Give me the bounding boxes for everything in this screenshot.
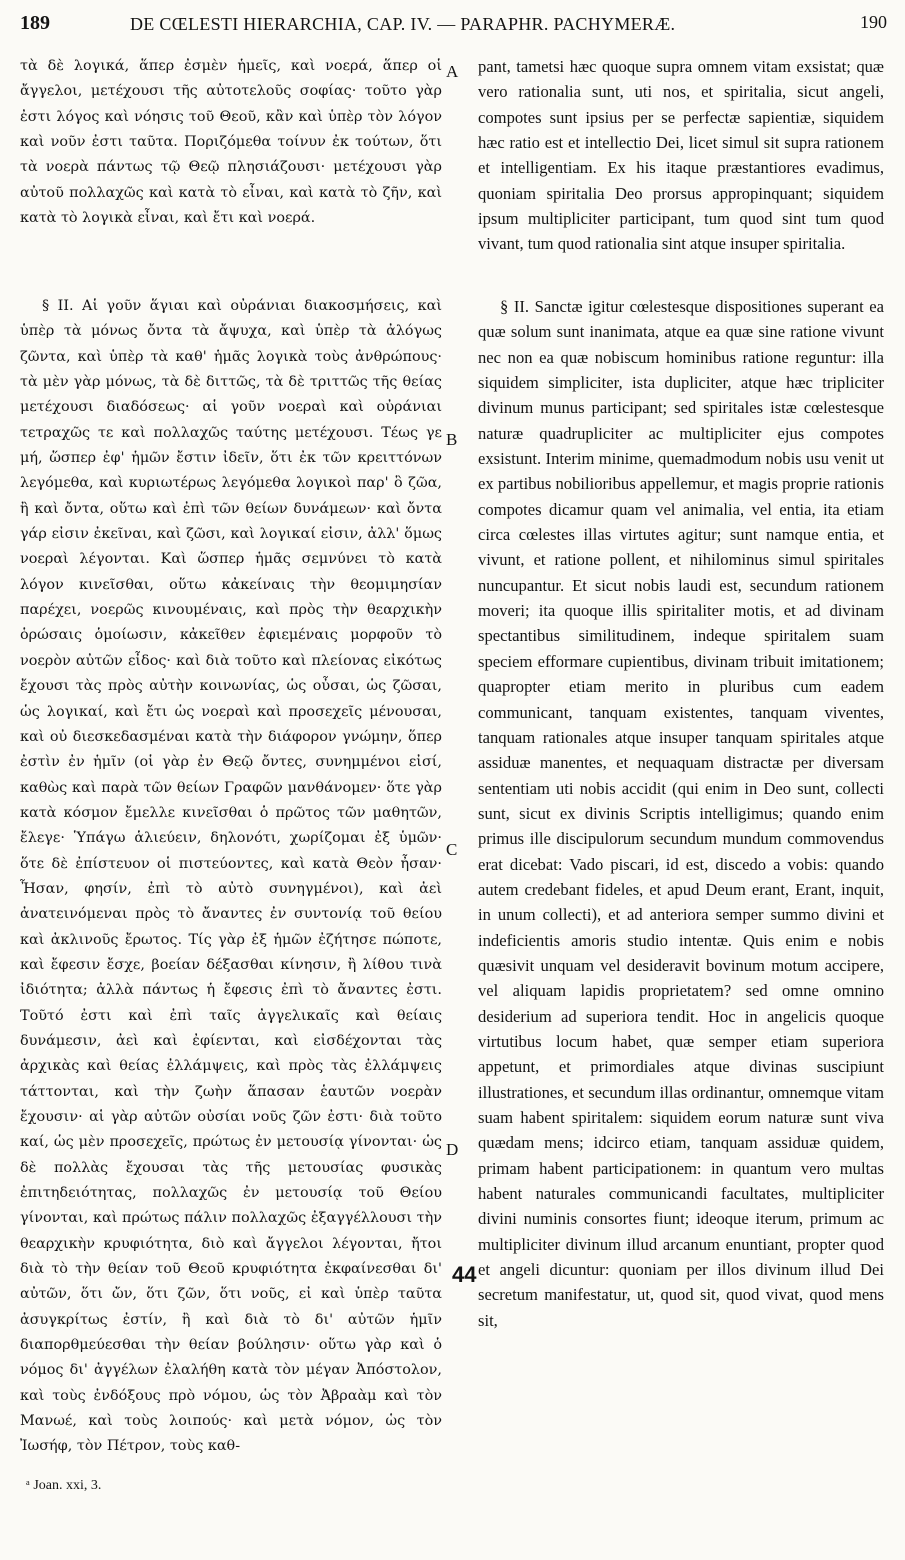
running-header: [20, 8, 893, 38]
page-number-right: 190: [860, 12, 887, 32]
margin-letter-a: A: [446, 62, 459, 81]
margin-letter-b: B: [446, 430, 458, 449]
running-title: DE CŒLESTI HIERARCHIA, CAP. IV. — PARAPHR. PACHYMERÆ.: [130, 14, 676, 34]
greek-column: [20, 54, 442, 1455]
latin-text-1: pant, tametsi hæc quoque supra omnem vitam exsistat; quæ vero rationalia sunt, uti nos, et spiritalia, sicut angeli, compotes sunt ipsius per se perfectæ sapientiæ, siquidem hæc ratio est et intellectio Dei, licet simul sit supra rationem et intelligentiam. Ex his itaque præstantiores evadimus, quoniam spiritalia Deo prorsus appropinquant; siquidem ipsum multipliciter participant, tum quod sint tum quod vivant, tum quod rationalia sint atque insuper spiritalia.: [478, 57, 884, 254]
greek-paragraph-1: [20, 54, 442, 231]
latin-paragraph-1: [478, 54, 884, 257]
greek-text-1: τὰ δὲ λογικά, ἅπερ ἐσμὲν ἡμεῖς, καὶ νοερά, ἅπερ οἱ ἄγγελοι, μετέχουσι τῆς αὐτοτελοῦς σοφίας· τοῦτο γὰρ ἐστι λόγος καὶ νόησις τοῦ Θεοῦ, κἂν καὶ ὑπὲρ τὸν λόγον καὶ νοῦν ἐστι ταῦτα. Ποριζόμεθα τοίνυν ἐκ τούτων, ὅτι τὰ νοερὰ πάντως τῷ Θεῷ πλησιάζουσι· μετέχουσι γὰρ αὐτοῦ πολλαχῶς καὶ κατὰ τὸ εἶναι, καὶ κατὰ τὸ ζῆν, καὶ κατὰ τὸ λογικὰ εἶναι, καὶ ἔτι καὶ νοερά.: [20, 58, 442, 227]
latin-paragraph-2: [478, 294, 884, 1333]
margin-letter-c: C: [446, 840, 458, 859]
greek-text-2: § II. Αἱ γοῦν ἅγιαι καὶ οὐράνιαι διακοσμήσεις, καὶ ὑπὲρ τὰ μόνως ὄντα τὰ ἄψυχα, καὶ ὑπὲρ τὰ ἀλόγως ζῶντα, καὶ ὑπὲρ τὰ καθ' ἡμᾶς λογικὰ τοὺς ἀνθρώπους· τὰ μὲν γὰρ μόνως, τὰ δὲ διττῶς, τὰ δὲ τριττῶς τῆς θείας μετέχουσι διαδόσεως· αἱ γοῦν νοεραὶ καὶ οὐράνιαι τετραχῶς τε καὶ πολλαχῶς ταύτης μετέχουσι. Τέως γε μή, ὥσπερ ἐφ' ἡμῶν ἔστιν ἰδεῖν, ὅτι ἐκ τῶν κρειττόνων λεγόμεθα, καὶ κυριωτέρως λεγόμεθα λογικοὶ παρ' ὃ ζῶα, ἢ καὶ ὄντα, οὕτω καὶ ἐπὶ τῶν θείων δυνάμεων· καὶ ὄντα γάρ εἰσιν ἐκεῖναι, καὶ ζῶσι, καὶ λογικαί εἰσιν, ἀλλ' ὅμως νοεραὶ λέγονται. Καὶ ὥσπερ ἡμᾶς σεμνύνει τὸ κατὰ λόγον κινεῖσθαι, οὕτω κἀκείναις τὴν θεομιμησίαν παρέχει, νοερῶς κινουμέναις, καὶ πρὸς τὴν θεαρχικὴν ὁρώσαις ὁμοίωσιν, κἀκεῖθεν ἐφιεμέναις μορφοῦν τὸ νοερὸν αὐτῶν εἶδος· καὶ διὰ τοῦτο καὶ πλείονας εἰκότως ἔχουσι τὰς πρὸς αὐτὴν κοινωνίας, ὡς οὖσαι, ὡς ζῶσαι, ὡς λογικαί, καὶ ἔτι ὡς νοεραὶ καὶ προσεχεῖς μένουσαι, καὶ οὐ διεσκεδασμέναι κατὰ τὴν διάφορον γνώμην, ὅπερ ἐστὶν ἐν ἡμῖν (οἱ γὰρ ἐν Θεῷ ὄντες, συνημμένοι εἰσί, καθὼς καὶ παρὰ τῶν θείων Γραφῶν μανθάνομεν· ὅτε γὰρ κατὰ κόσμον ἔμελλε κινεῖσθαι ὁ πρῶτος τῶν μαθητῶν, ἔλεγε· Ὑπάγω ἁλιεύειν, δηλονότι, χωρίζομαι ἐξ ὑμῶν· ὅτε δὲ ἐπίστευον οἱ πιστεύοντες, καὶ κατὰ Θεὸν ἦσαν· Ἦσαν, φησίν, ἐπὶ τὸ αὐτὸ συνηγμένοι), καὶ ἀεὶ ἀνατεινόμεναι πρὸς τὸ ἄναντες ἐν συντονίᾳ τοῦ θείου καὶ ἀκλινοῦς ἔρωτος. Τίς γὰρ ἐξ ἡμῶν ἐζήτησε πώποτε, καὶ ἔφεσιν ἔσχε, βοείαν δέξασθαι κίνησιν, ἢ λίθου τινὰ ἰδιότητα; ἀλλὰ πάντως ἡ ἔφεσις ἐπὶ τὸ ἄναντες ἐστι. Τοῦτό ἐστι καὶ ἐπὶ ταῖς ἀγγελικαῖς καὶ θείαις δυνάμεσιν, ἀεὶ καὶ ἐφίενται, καὶ εἰσδέχονται τὰς ἀρχικὰς καὶ θείας ἐλλάμψεις, καὶ πρὸς τὰς ἐλλάμψεις τάττονται, καὶ τὴν ζωὴν ἅπασαν ἑαυτῶν νοερὰν ἔχουσιν· αἱ γὰρ αὐτῶν οὐσίαι νοῦς ζῶν ἐστι· διὰ τοῦτο καί, ὡς μὲν προσεχεῖς, πρώτως ἐν μετουσίᾳ γίνονται· ὡς δὲ πολλὰς ἔχουσαι τὰς τῆς μετουσίας φυσικὰς ἐπιτηδειότητας, πολλαχῶς ἐν μετουσίᾳ τοῦ Θείου γίνονται, καὶ πρώτως πάλιν πολλαχῶς ἐξαγγέλλουσι τὴν θεαρχικὴν κρυφιότητα, διὸ καὶ ἄγγελοι λέγονται, ἤτοι διὰ τὸ τὴν θείαν τοῦ Θεοῦ κρυφιότητα ἐκφαίνεσθαι δι' αὐτῶν, ὅτι ὤν, ὅτι ζῶν, ὅτι νοῦς, εἰ καὶ ὑπὲρ ταῦτα ἀσυγκρίτως ἐστίν, ἢ καὶ διὰ τὸ δι' αὐτῶν ἡμῖν διαπορθμεύεσθαι τὴν θείαν βούλησιν· οὕτω γὰρ καὶ ὁ νόμος δι' ἀγγέλων ἐλαλήθη κατὰ τὸν μέγαν Ἀπόστολον, καὶ τοὺς ἐνδόξους πρὸ νόμου, ὡς τὸν Ἀβραὰμ καὶ τὸν Μανωέ, καὶ τοὺς λοιπούς· καὶ μετὰ νόμον, ὡς τὸν Ἰωσήφ, τὸν Πέτρον, τοὺς καθ-: [20, 298, 442, 1455]
latin-text-2: § II. Sanctæ igitur cœlestesque dispositiones superant ea quæ solum sunt inanimata, atque ea quæ sine ratione vivunt nec non ea quæ nobiscum hominibus ratione reguntur: illa siquidem simpliciter, ista dupliciter, atque hæc tripliciter divinum munus participant; sed spiritales istæ cœlestesque naturæ quadrupliciter ac multipliciter ejus compotes exsistunt. Interim minime, quemadmodum nobis usu venit ut ex partibus nobilioribus appellemur, et magis proprie rationis compotes dicamur quam vel animalia, vel entia, ita etiam circa cœlestes illas virtutes agitur; sunt namque entia, et vivunt, et ratione pollent, et nihilominus simul spiritales nuncupantur. Et sicut nobis laudi est, secundum rationem moveri; ita quoque illis spiritaliter motis, et ad divinam spectantibus similitudinem, indeque spiritalem suam speciem efformare cupientibus, divinam tribuit imitationem; quapropter etiam merito in pluribus cum eadem communicant, tanquam existentes, tanquam viventes, tanquam rationales atque insuper tanquam spiritales atque assiduæ manentes, et nequaquam distractæ per diversam sententiam uti nobis accidit (qui enim in Deo sunt, collecti sunt, sicut ex divinis Scriptis intelligimus; quando enim primus ille discipulorum secundum mundum commovendus erat dicebat: Vado piscari, id est, discedo a vobis: quando autem credebant fideles, et apud Deum erant, Erant, inquit, in unum collecti), et ad anteriora semper summo divini et indeficientis amoris studio intentæ. Quis enim e nobis quæsivit unquam vel desideravit bovinum motum accipere, vel aliquam lapidis proprietatem? sed omne omnino desiderium ad superiora tendit. Hoc in angelicis quoque virtutibus locum habet, quæ semper etiam superiora appetunt, et primordiales atque divinas suscipiunt illustrationes, et secundum illas ordinantur, omnemque vitam suam habent spiritalem: siquidem eorum naturæ sunt viva quædam mens; idcirco etiam, tanquam assiduæ quidem, primam habent participationem: in quantum vero multas habent naturales communicandi facultates, multipliciter divini numinis consortes fiunt; ideoque iterum, primum ac multipliciter divinum illud arcanum enuntiant, propter quod et angeli dicuntur: quoniam per illos divinum illud Dei secretum manifestatur, ut, quod sit, quod vivat, quod mens sit,: [478, 297, 884, 1330]
footnote: ᵃ Joan. xxi, 3.: [26, 1478, 102, 1493]
page-marker: 44: [452, 1262, 477, 1287]
latin-column: [478, 54, 884, 1330]
page-number-left: 189: [20, 12, 50, 34]
greek-paragraph-2: [20, 294, 442, 1460]
margin-letter-d: D: [446, 1140, 459, 1159]
